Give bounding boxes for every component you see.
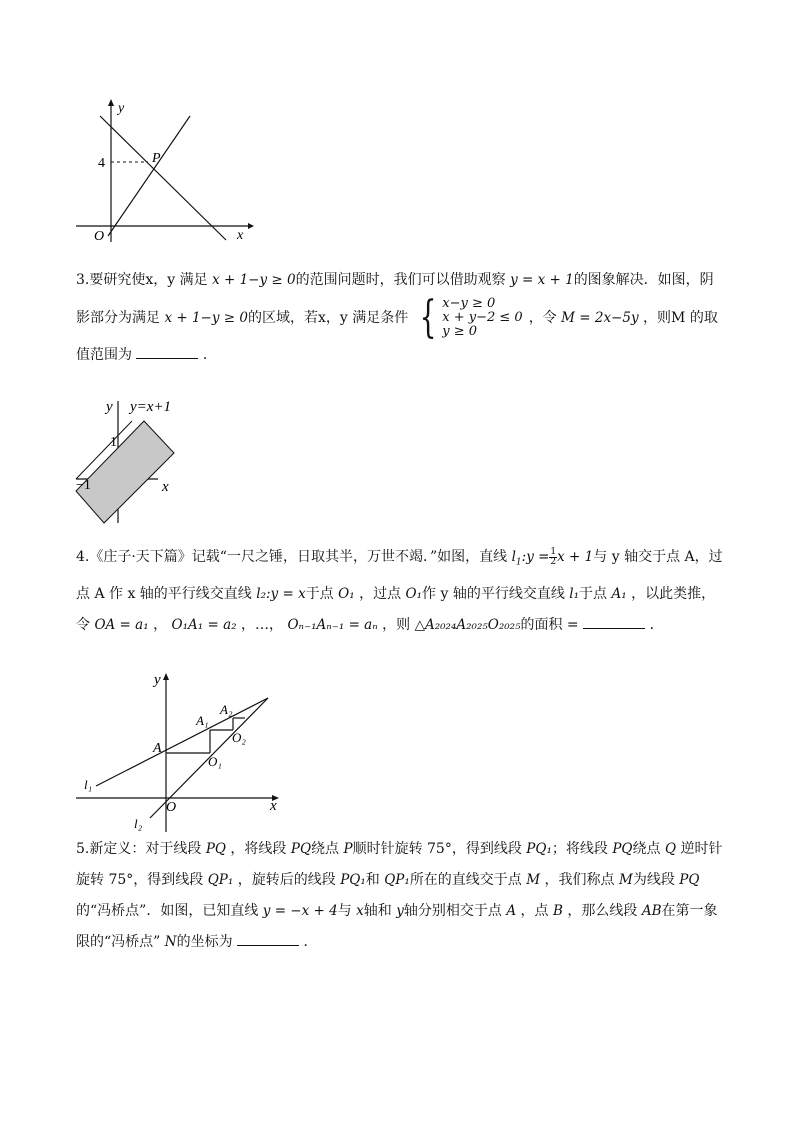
answer-blank-3[interactable]: [136, 344, 198, 359]
line-through-origin: [108, 116, 190, 236]
answer-blank-4[interactable]: [583, 614, 645, 629]
x-axis-arrow: [248, 223, 254, 229]
label-l2: l₂: [134, 816, 143, 831]
label-minus-1: −1: [76, 478, 91, 493]
y-axis-arrow: [163, 673, 169, 680]
fraction-one-half: $\frac{1}{2}$: [550, 546, 557, 567]
label-a1: A₁: [196, 713, 209, 728]
label-o2: O₂: [232, 730, 246, 745]
label-origin: O: [94, 229, 105, 244]
label-l1: l₁: [84, 777, 93, 792]
figure-4-graph: [74, 668, 294, 838]
shaded-region: [76, 421, 174, 523]
label-y: y: [106, 399, 113, 415]
label-y: y: [118, 101, 125, 116]
label-x: x: [270, 798, 277, 814]
label-x: x: [237, 228, 244, 243]
label-y: y: [154, 672, 161, 688]
problem-5: 5.新定义：对于线段 PQ ，将线段 PQ绕点 P顺时针旋转 75°，得到线段 PQ₁；将线段 PQ绕点 Q 逆时针旋转 75°，得到线段 QP₁ ，旋转后的线段 PQ₁和 QP₁所在的直线交于点 M ，我们称点 M为线段 PQ的“冯桥点”．如图，已知直线 y = −x + 4与 x轴和 y轴分别相交于点 A ，点 B ，那么线段 AB在第一象限的“冯桥点” N的坐标为 ．: [76, 841, 723, 950]
decreasing-line: [100, 116, 226, 240]
label-x: x: [162, 479, 169, 495]
tick-4: 4: [98, 156, 105, 171]
problem-4: 4.《庄子·天下篇》记载“一尺之锤，日取其半，万世不竭．”如图，直线 $l_1:y$ = $\frac{1}{2}$ x + 1与 y 轴交于点 A，过点 A 作 x 轴的平行线交直线 l₂:y = x于点 O₁ ，过点 O₁作 y 轴的平行线交直线 l₁于点 A₁ ，以此类推，令 OA = a₁ ， O₁A₁ = a₂ ，…， Oₙ₋₁Aₙ₋₁ = aₙ ，则 △A₂₀₂₄A₂₀₂₅O₂₀₂₅的面积 = ．: [76, 546, 723, 633]
label-a: A: [153, 741, 162, 756]
figure-3-graph: [72, 395, 192, 525]
label-o1: O₁: [208, 754, 222, 769]
y-axis-arrow: [108, 99, 114, 106]
label-o: O: [166, 800, 177, 815]
problem-3: 3.要研究使x，y 满足 x + 1−y ≥ 0的范围问题时，我们可以借助观察 y = x + 1的图象解决．如图，阴影部分为满足 x + 1−y ≥ 0的区域，若x，y 满足条件 { x−y ≥ 0 x + y−2 ≤ 0 y ≥ 0 ，令 M = 2x−5y ，则M 的取值范围为 ．: [76, 272, 718, 363]
answer-blank-5[interactable]: [237, 931, 299, 946]
label-1: 1: [110, 435, 117, 450]
figure-p-graph: [70, 96, 260, 246]
label-a2: A₂: [220, 702, 233, 717]
inequality-system: { x−y ≥ 0 x + y−2 ≤ 0 y ≥ 0: [419, 292, 523, 343]
label-line: y=x+1: [130, 399, 172, 415]
label-p: P: [152, 151, 161, 166]
